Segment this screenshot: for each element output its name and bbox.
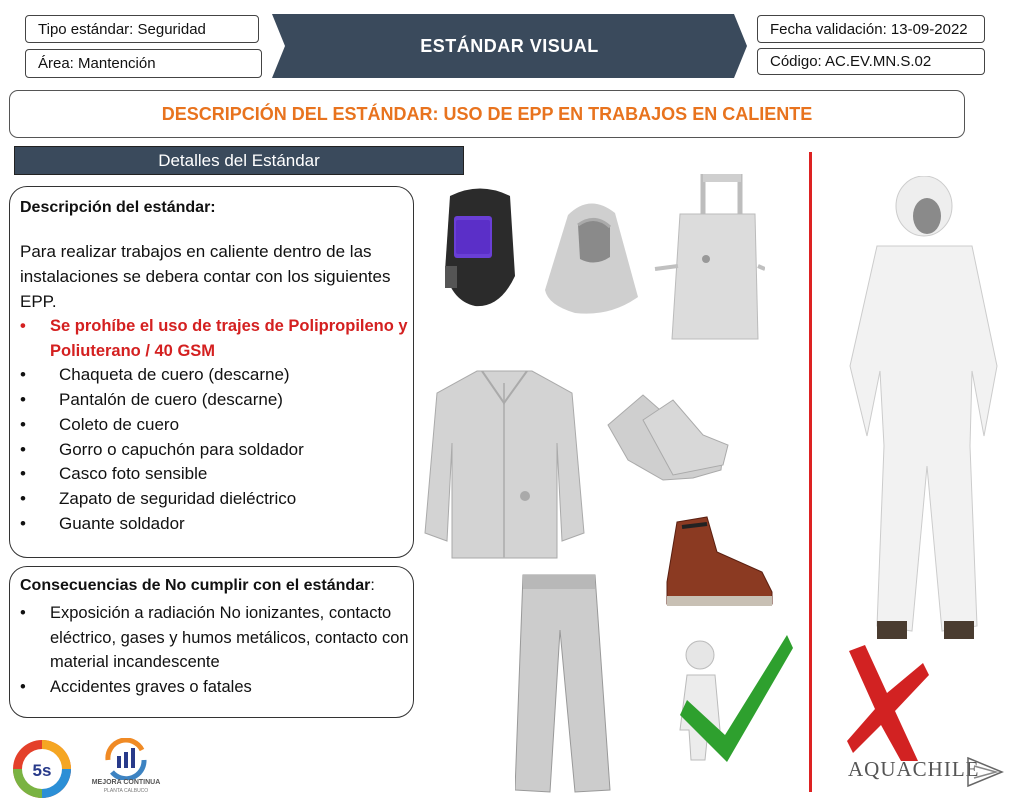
epp-item: • Chaqueta de cuero (descarne): [20, 363, 413, 388]
prohibido-item: • Se prohíbe el uso de trajes de Polipropileno y Poliuterano / 40 GSM: [20, 314, 413, 363]
aquachile-fish-icon: [966, 756, 1004, 788]
welding-helmet-image: [440, 186, 520, 311]
epp-item: • Guante soldador: [20, 512, 413, 537]
fecha-validacion-box: [757, 15, 985, 43]
codigo-text: Código: AC.EV.MN.S.02: [770, 53, 932, 70]
fives-logo: [10, 738, 74, 800]
epp-item: • Gorro o capuchón para soldador: [20, 438, 413, 463]
consecuencias-heading: Consecuencias de No cumplir con el estándar:: [20, 577, 375, 594]
epp-item: • Pantalón de cuero (descarne): [20, 388, 413, 413]
codigo-box: [757, 48, 985, 75]
epp-item: • Zapato de seguridad dieléctrico: [20, 487, 413, 512]
approved-check-icon: [675, 630, 795, 765]
planta-calbuco-text: PLANTA CALBUCO: [103, 788, 149, 794]
consecuencias-panel: [9, 566, 414, 718]
aquachile-logo-text: AQUACHILE: [848, 757, 980, 781]
epp-item: • Casco foto sensible: [20, 462, 413, 487]
consecuencias-list: [20, 601, 413, 699]
descripcion-title: DESCRIPCIÓN DEL ESTÁNDAR: USO DE EPP EN TRABAJOS EN CALIENTE: [9, 90, 965, 138]
tipo-estandar-box: [25, 15, 259, 43]
consecuencia-item: • Exposición a radiación No ionizantes, contacto eléctrico, gases y humos metálicos, contacto con material incandescente: [20, 601, 413, 675]
descripcion-intro: Para realizar trabajos en caliente dentro de las instalaciones se debera contar con los siguientes EPP.: [20, 242, 391, 311]
epp-list: [20, 314, 413, 536]
area-text: Área: Mantención: [38, 55, 156, 72]
prohibited-coverall-image: [832, 176, 1002, 646]
fives-logo-text: 5s: [32, 761, 52, 780]
prohibited-cross-icon: [843, 643, 931, 763]
descripcion-heading: Descripción del estándar:: [20, 199, 216, 216]
separator-line: [809, 152, 812, 792]
fecha-validacion-text: Fecha validación: 13-09-2022: [770, 20, 968, 38]
welder-hood-image: [540, 195, 642, 320]
leather-jacket-image: [422, 363, 587, 563]
detalles-header: Detalles del Estándar: [14, 146, 464, 175]
descripcion-panel: [9, 186, 414, 558]
mejora-continua-text: MEJORA CONTINUA: [91, 779, 161, 786]
leather-pants-image: [515, 570, 615, 795]
area-box: [25, 49, 262, 78]
welding-gloves-image: [603, 390, 733, 490]
leather-apron-image: [650, 174, 765, 344]
mejora-continua-logo: [102, 738, 150, 780]
epp-item: • Coleto de cuero: [20, 413, 413, 438]
tipo-estandar-text: Tipo estándar: Seguridad: [38, 20, 206, 38]
consecuencia-item: • Accidentes graves o fatales: [20, 675, 413, 700]
safety-shoe-image: [662, 512, 777, 612]
banner-title: ESTÁNDAR VISUAL: [420, 35, 599, 56]
